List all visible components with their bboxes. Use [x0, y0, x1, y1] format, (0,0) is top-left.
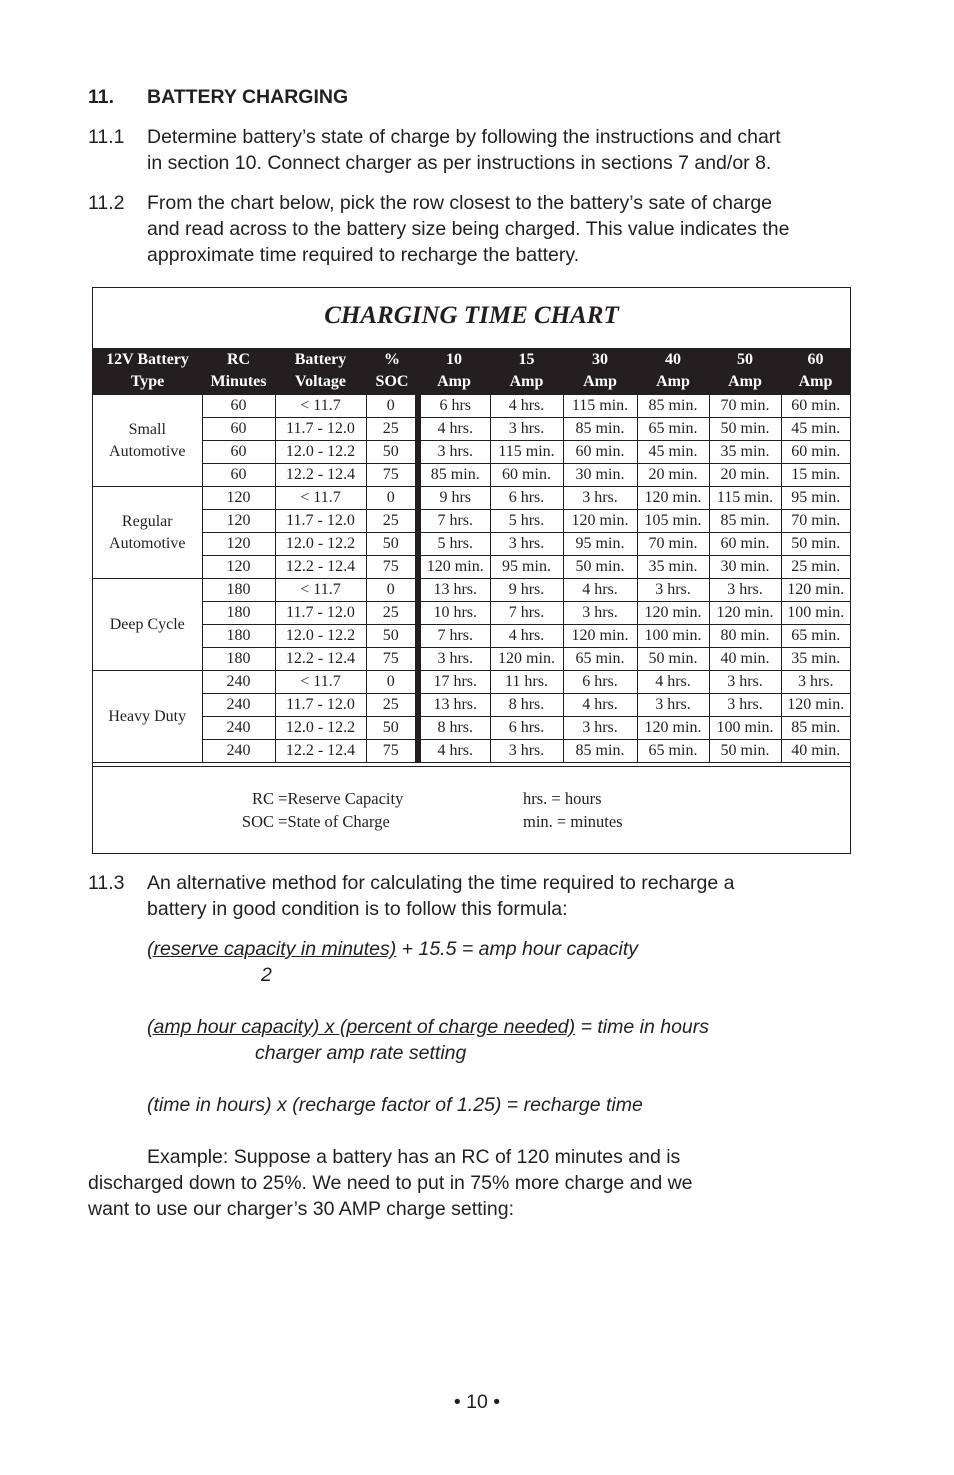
paragraph-line: battery in good condition is to follow this formula:: [147, 898, 568, 920]
table-cell: 11.7 - 12.0: [275, 694, 366, 717]
table-cell: 85 min.: [709, 510, 781, 533]
legend-item: RC =Reserve Capacity: [221, 787, 403, 810]
battery-type-line: Regular: [121, 512, 173, 530]
table-cell: 12.2 - 12.4: [275, 556, 366, 579]
table-row: [93, 579, 850, 602]
paragraph-number: 11.3: [88, 872, 125, 894]
table-cell: 95 min.: [781, 487, 850, 510]
paragraph-line: want to use our charger’s 30 AMP charge setting:: [88, 1198, 515, 1220]
table-cell: 25: [366, 602, 418, 625]
table-cell: 65 min.: [781, 625, 850, 648]
table-cell: 20 min.: [709, 464, 781, 487]
legend-value: hours: [564, 789, 602, 808]
example-paragraph: [88, 1144, 868, 1222]
table-cell: 7 hrs.: [418, 625, 490, 648]
battery-type-cell: [93, 671, 202, 763]
table-cell: 50: [366, 625, 418, 648]
table-cell: 75: [366, 556, 418, 579]
section-number: 11.: [88, 86, 115, 108]
charging-time-chart: [92, 287, 851, 854]
table-cell: 35 min.: [637, 556, 709, 579]
column-header-line: Amp: [728, 373, 762, 390]
table-cell: 70 min.: [637, 533, 709, 556]
formula-time-in-hours: [147, 1014, 867, 1040]
table-cell: 65 min.: [637, 740, 709, 763]
table-cell: 120 min.: [637, 487, 709, 510]
table-cell: < 11.7: [275, 487, 366, 510]
table-cell: 70 min.: [781, 510, 850, 533]
table-cell: 50 min.: [637, 648, 709, 671]
column-header: [366, 348, 418, 395]
table-cell: 85 min.: [418, 464, 490, 487]
legend-value: State of Charge: [287, 812, 390, 831]
table-cell: 120: [202, 556, 275, 579]
table-cell: 5 hrs.: [418, 533, 490, 556]
battery-type-line: Automotive: [109, 442, 186, 460]
table-cell: 40 min.: [781, 740, 850, 763]
table-cell: 50 min.: [781, 533, 850, 556]
table-cell: 50 min.: [563, 556, 637, 579]
table-cell: 50: [366, 717, 418, 740]
table-cell: 11.7 - 12.0: [275, 602, 366, 625]
table-cell: 3 hrs.: [563, 487, 637, 510]
legend-item: hrs. = hours: [523, 789, 602, 808]
table-cell: 3 hrs.: [490, 740, 563, 763]
table-cell: 120: [202, 487, 275, 510]
table-row: [93, 648, 850, 671]
legend-key: SOC: [241, 812, 274, 831]
formula-result: = time in hours: [575, 1016, 710, 1038]
table-cell: 120 min.: [637, 717, 709, 740]
charging-table: [93, 348, 850, 763]
table-cell: 4 hrs.: [418, 740, 490, 763]
table-cell: 180: [202, 579, 275, 602]
table-cell: 105 min.: [637, 510, 709, 533]
table-cell: 3 hrs.: [563, 717, 637, 740]
table-cell: 115 min.: [563, 395, 637, 418]
column-header-line: 15: [518, 351, 535, 368]
column-header-line: Amp: [437, 373, 471, 390]
table-row: [93, 533, 850, 556]
chart-title: CHARGING TIME CHART: [324, 302, 619, 329]
table-row: [93, 556, 850, 579]
table-row: [93, 395, 850, 418]
table-cell: 95 min.: [490, 556, 563, 579]
column-header-line: 30: [592, 351, 608, 368]
table-cell: 6 hrs.: [490, 487, 563, 510]
table-cell: 6 hrs: [418, 395, 490, 418]
paragraph-line: Example: Suppose a battery has an RC of 120 minutes and is: [147, 1146, 681, 1168]
column-header-line: RC: [226, 351, 251, 368]
table-cell: 60 min.: [781, 441, 850, 464]
table-row: [93, 510, 850, 533]
column-header-line: Amp: [509, 373, 544, 390]
formula-numerator: (reserve capacity in minutes): [147, 938, 397, 960]
table-cell: 60: [202, 464, 275, 487]
paragraph-number: 11.2: [88, 192, 125, 214]
table-cell: 95 min.: [563, 533, 637, 556]
paragraph-line: discharged down to 25%. We need to put in 75% more charge and we: [88, 1172, 693, 1194]
formula-numerator: (amp hour capacity) x (percent of charge needed): [147, 1016, 576, 1038]
table-cell: 3 hrs.: [709, 671, 781, 694]
table-cell: 50: [366, 441, 418, 464]
table-cell: 3 hrs.: [637, 694, 709, 717]
table-row: [93, 717, 850, 740]
column-header-line: SOC: [375, 373, 409, 390]
page-number: • 10 •: [453, 1391, 501, 1413]
paragraph-line: Determine battery’s state of charge by following the instructions and chart: [147, 126, 781, 148]
table-cell: 9 hrs.: [490, 579, 563, 602]
column-header-line: Voltage: [295, 373, 346, 390]
battery-type-cell: [93, 487, 202, 579]
table-cell: 4 hrs.: [563, 694, 637, 717]
table-cell: 17 hrs.: [418, 671, 490, 694]
table-cell: 120 min.: [781, 694, 850, 717]
table-cell: 6 hrs.: [490, 717, 563, 740]
table-cell: < 11.7: [275, 395, 366, 418]
column-header: [781, 348, 850, 395]
table-cell: 0: [366, 671, 418, 694]
formula-denominator: charger amp rate setting: [255, 1042, 467, 1064]
table-cell: 85 min.: [781, 717, 850, 740]
table-cell: 120: [202, 533, 275, 556]
table-cell: 12.2 - 12.4: [275, 464, 366, 487]
table-row: [93, 694, 850, 717]
table-cell: 180: [202, 602, 275, 625]
table-row: [93, 487, 850, 510]
table-cell: 85 min.: [563, 418, 637, 441]
table-cell: 120 min.: [781, 579, 850, 602]
table-cell: 60 min.: [709, 533, 781, 556]
table-cell: 11 hrs.: [490, 671, 563, 694]
column-header-line: 10: [446, 351, 462, 368]
table-cell: 25: [366, 510, 418, 533]
table-cell: 4 hrs.: [418, 418, 490, 441]
table-cell: 3 hrs.: [490, 418, 563, 441]
table-cell: 5 hrs.: [490, 510, 563, 533]
table-cell: 4 hrs.: [490, 395, 563, 418]
column-header-line: 60: [807, 351, 824, 368]
table-cell: 240: [202, 717, 275, 740]
table-cell: 75: [366, 740, 418, 763]
battery-type-cell: [93, 395, 202, 487]
table-cell: 115 min.: [490, 441, 563, 464]
formula-amp-hour: [147, 936, 867, 962]
column-header: [202, 348, 275, 395]
table-row: [93, 418, 850, 441]
column-header-line: 50: [737, 351, 753, 368]
table-cell: 120 min.: [563, 625, 637, 648]
table-cell: 11.7 - 12.0: [275, 418, 366, 441]
table-cell: 3 hrs.: [418, 441, 490, 464]
table-cell: < 11.7: [275, 579, 366, 602]
paragraph-line: An alternative method for calculating the time required to recharge a: [147, 872, 735, 894]
table-cell: 7 hrs.: [490, 602, 563, 625]
column-header-line: Minutes: [210, 373, 267, 390]
table-cell: 120: [202, 510, 275, 533]
table-cell: 12.2 - 12.4: [275, 648, 366, 671]
table-cell: 20 min.: [637, 464, 709, 487]
table-cell: 12.0 - 12.2: [275, 625, 366, 648]
table-header-row: [93, 348, 850, 395]
table-cell: 80 min.: [709, 625, 781, 648]
column-header-line: 12V Battery: [106, 351, 189, 368]
chart-legend: [93, 766, 850, 853]
formula-recharge-time: (time in hours) x (recharge factor of 1.25) = recharge time: [147, 1094, 643, 1116]
table-cell: 35 min.: [781, 648, 850, 671]
column-header: [637, 348, 709, 395]
table-cell: 240: [202, 740, 275, 763]
table-cell: 0: [366, 395, 418, 418]
column-header-line: 40: [665, 351, 681, 368]
legend-value: Reserve Capacity: [287, 789, 404, 808]
table-cell: 9 hrs: [418, 487, 490, 510]
legend-item: min. = minutes: [523, 812, 623, 831]
column-header-line: Amp: [583, 373, 617, 390]
column-header-line: Amp: [656, 373, 690, 390]
legend-key: RC: [251, 789, 274, 808]
table-cell: 120 min.: [709, 602, 781, 625]
table-cell: 120 min.: [490, 648, 563, 671]
table-cell: 25: [366, 418, 418, 441]
table-cell: 3 hrs.: [563, 602, 637, 625]
table-cell: 3 hrs.: [418, 648, 490, 671]
table-cell: 60: [202, 418, 275, 441]
column-header-line: Battery: [294, 351, 347, 368]
table-cell: 180: [202, 625, 275, 648]
table-row: [93, 740, 850, 763]
table-cell: 50 min.: [709, 740, 781, 763]
paragraph-line: and read across to the battery size being charged. This value indicates the: [147, 218, 790, 240]
table-cell: 60 min.: [490, 464, 563, 487]
table-cell: 8 hrs.: [490, 694, 563, 717]
table-cell: 85 min.: [563, 740, 637, 763]
table-cell: 10 hrs.: [418, 602, 490, 625]
table-cell: 60: [202, 395, 275, 418]
table-cell: 35 min.: [709, 441, 781, 464]
table-cell: 120 min.: [563, 510, 637, 533]
legend-item: SOC =State of Charge: [221, 810, 390, 833]
table-cell: 85 min.: [637, 395, 709, 418]
table-cell: 12.0 - 12.2: [275, 441, 366, 464]
table-cell: 3 hrs.: [709, 694, 781, 717]
table-cell: 4 hrs.: [490, 625, 563, 648]
battery-type-line: Heavy Duty: [108, 707, 187, 725]
table-row: [93, 602, 850, 625]
table-cell: 0: [366, 579, 418, 602]
table-cell: 15 min.: [781, 464, 850, 487]
table-cell: 12.0 - 12.2: [275, 717, 366, 740]
table-cell: 25 min.: [781, 556, 850, 579]
column-header: [418, 348, 490, 395]
legend-key: hrs.: [523, 789, 548, 808]
table-cell: 45 min.: [781, 418, 850, 441]
table-cell: < 11.7: [275, 671, 366, 694]
table-cell: 180: [202, 648, 275, 671]
table-cell: 3 hrs.: [781, 671, 850, 694]
table-cell: 65 min.: [637, 418, 709, 441]
table-cell: 4 hrs.: [563, 579, 637, 602]
table-cell: 75: [366, 464, 418, 487]
table-cell: 30 min.: [709, 556, 781, 579]
table-cell: 50: [366, 533, 418, 556]
table-cell: 120 min.: [637, 602, 709, 625]
legend-value: minutes: [570, 812, 623, 831]
battery-type-line: Small: [128, 420, 166, 438]
table-cell: 11.7 - 12.0: [275, 510, 366, 533]
table-cell: 75: [366, 648, 418, 671]
table-cell: 8 hrs.: [418, 717, 490, 740]
table-cell: 13 hrs.: [418, 694, 490, 717]
paragraph-line: in section 10. Connect charger as per instructions in sections 7 and/or 8.: [147, 152, 772, 174]
table-cell: 6 hrs.: [563, 671, 637, 694]
formula-denominator: 2: [261, 964, 272, 986]
paragraph-line: From the chart below, pick the row closest to the battery’s sate of charge: [147, 192, 773, 214]
formula-result: + 15.5 = amp hour capacity: [396, 938, 638, 960]
table-cell: 12.2 - 12.4: [275, 740, 366, 763]
table-cell: 100 min.: [637, 625, 709, 648]
table-cell: 3 hrs.: [637, 579, 709, 602]
table-row: [93, 441, 850, 464]
battery-type-line: Deep Cycle: [109, 615, 185, 633]
table-cell: 13 hrs.: [418, 579, 490, 602]
column-header-line: %: [384, 351, 400, 368]
table-cell: 3 hrs.: [709, 579, 781, 602]
table-cell: 70 min.: [709, 395, 781, 418]
column-header: [563, 348, 637, 395]
table-cell: 25: [366, 694, 418, 717]
legend-key: min.: [523, 812, 553, 831]
table-cell: 30 min.: [563, 464, 637, 487]
paragraph-line: approximate time required to recharge the battery.: [147, 244, 580, 266]
table-cell: 60 min.: [781, 395, 850, 418]
column-header-line: Amp: [798, 373, 833, 390]
column-header-line: Type: [130, 373, 165, 390]
column-header: [490, 348, 563, 395]
section-title: BATTERY CHARGING: [147, 86, 349, 108]
paragraph-number: 11.1: [88, 126, 125, 148]
table-row: [93, 464, 850, 487]
battery-type-line: Automotive: [109, 534, 186, 552]
column-header: [275, 348, 366, 395]
table-cell: 100 min.: [781, 602, 850, 625]
table-cell: 240: [202, 671, 275, 694]
table-cell: 240: [202, 694, 275, 717]
table-cell: 45 min.: [637, 441, 709, 464]
table-cell: 3 hrs.: [490, 533, 563, 556]
table-cell: 60: [202, 441, 275, 464]
column-header: [93, 348, 202, 395]
table-cell: 65 min.: [563, 648, 637, 671]
table-cell: 100 min.: [709, 717, 781, 740]
battery-type-cell: [93, 579, 202, 671]
column-header: [709, 348, 781, 395]
table-cell: 115 min.: [709, 487, 781, 510]
table-cell: 4 hrs.: [637, 671, 709, 694]
table-cell: 60 min.: [563, 441, 637, 464]
table-cell: 120 min.: [418, 556, 490, 579]
table-cell: 50 min.: [709, 418, 781, 441]
table-cell: 40 min.: [709, 648, 781, 671]
table-cell: 12.0 - 12.2: [275, 533, 366, 556]
table-cell: 0: [366, 487, 418, 510]
table-row: [93, 671, 850, 694]
table-row: [93, 625, 850, 648]
table-cell: 7 hrs.: [418, 510, 490, 533]
